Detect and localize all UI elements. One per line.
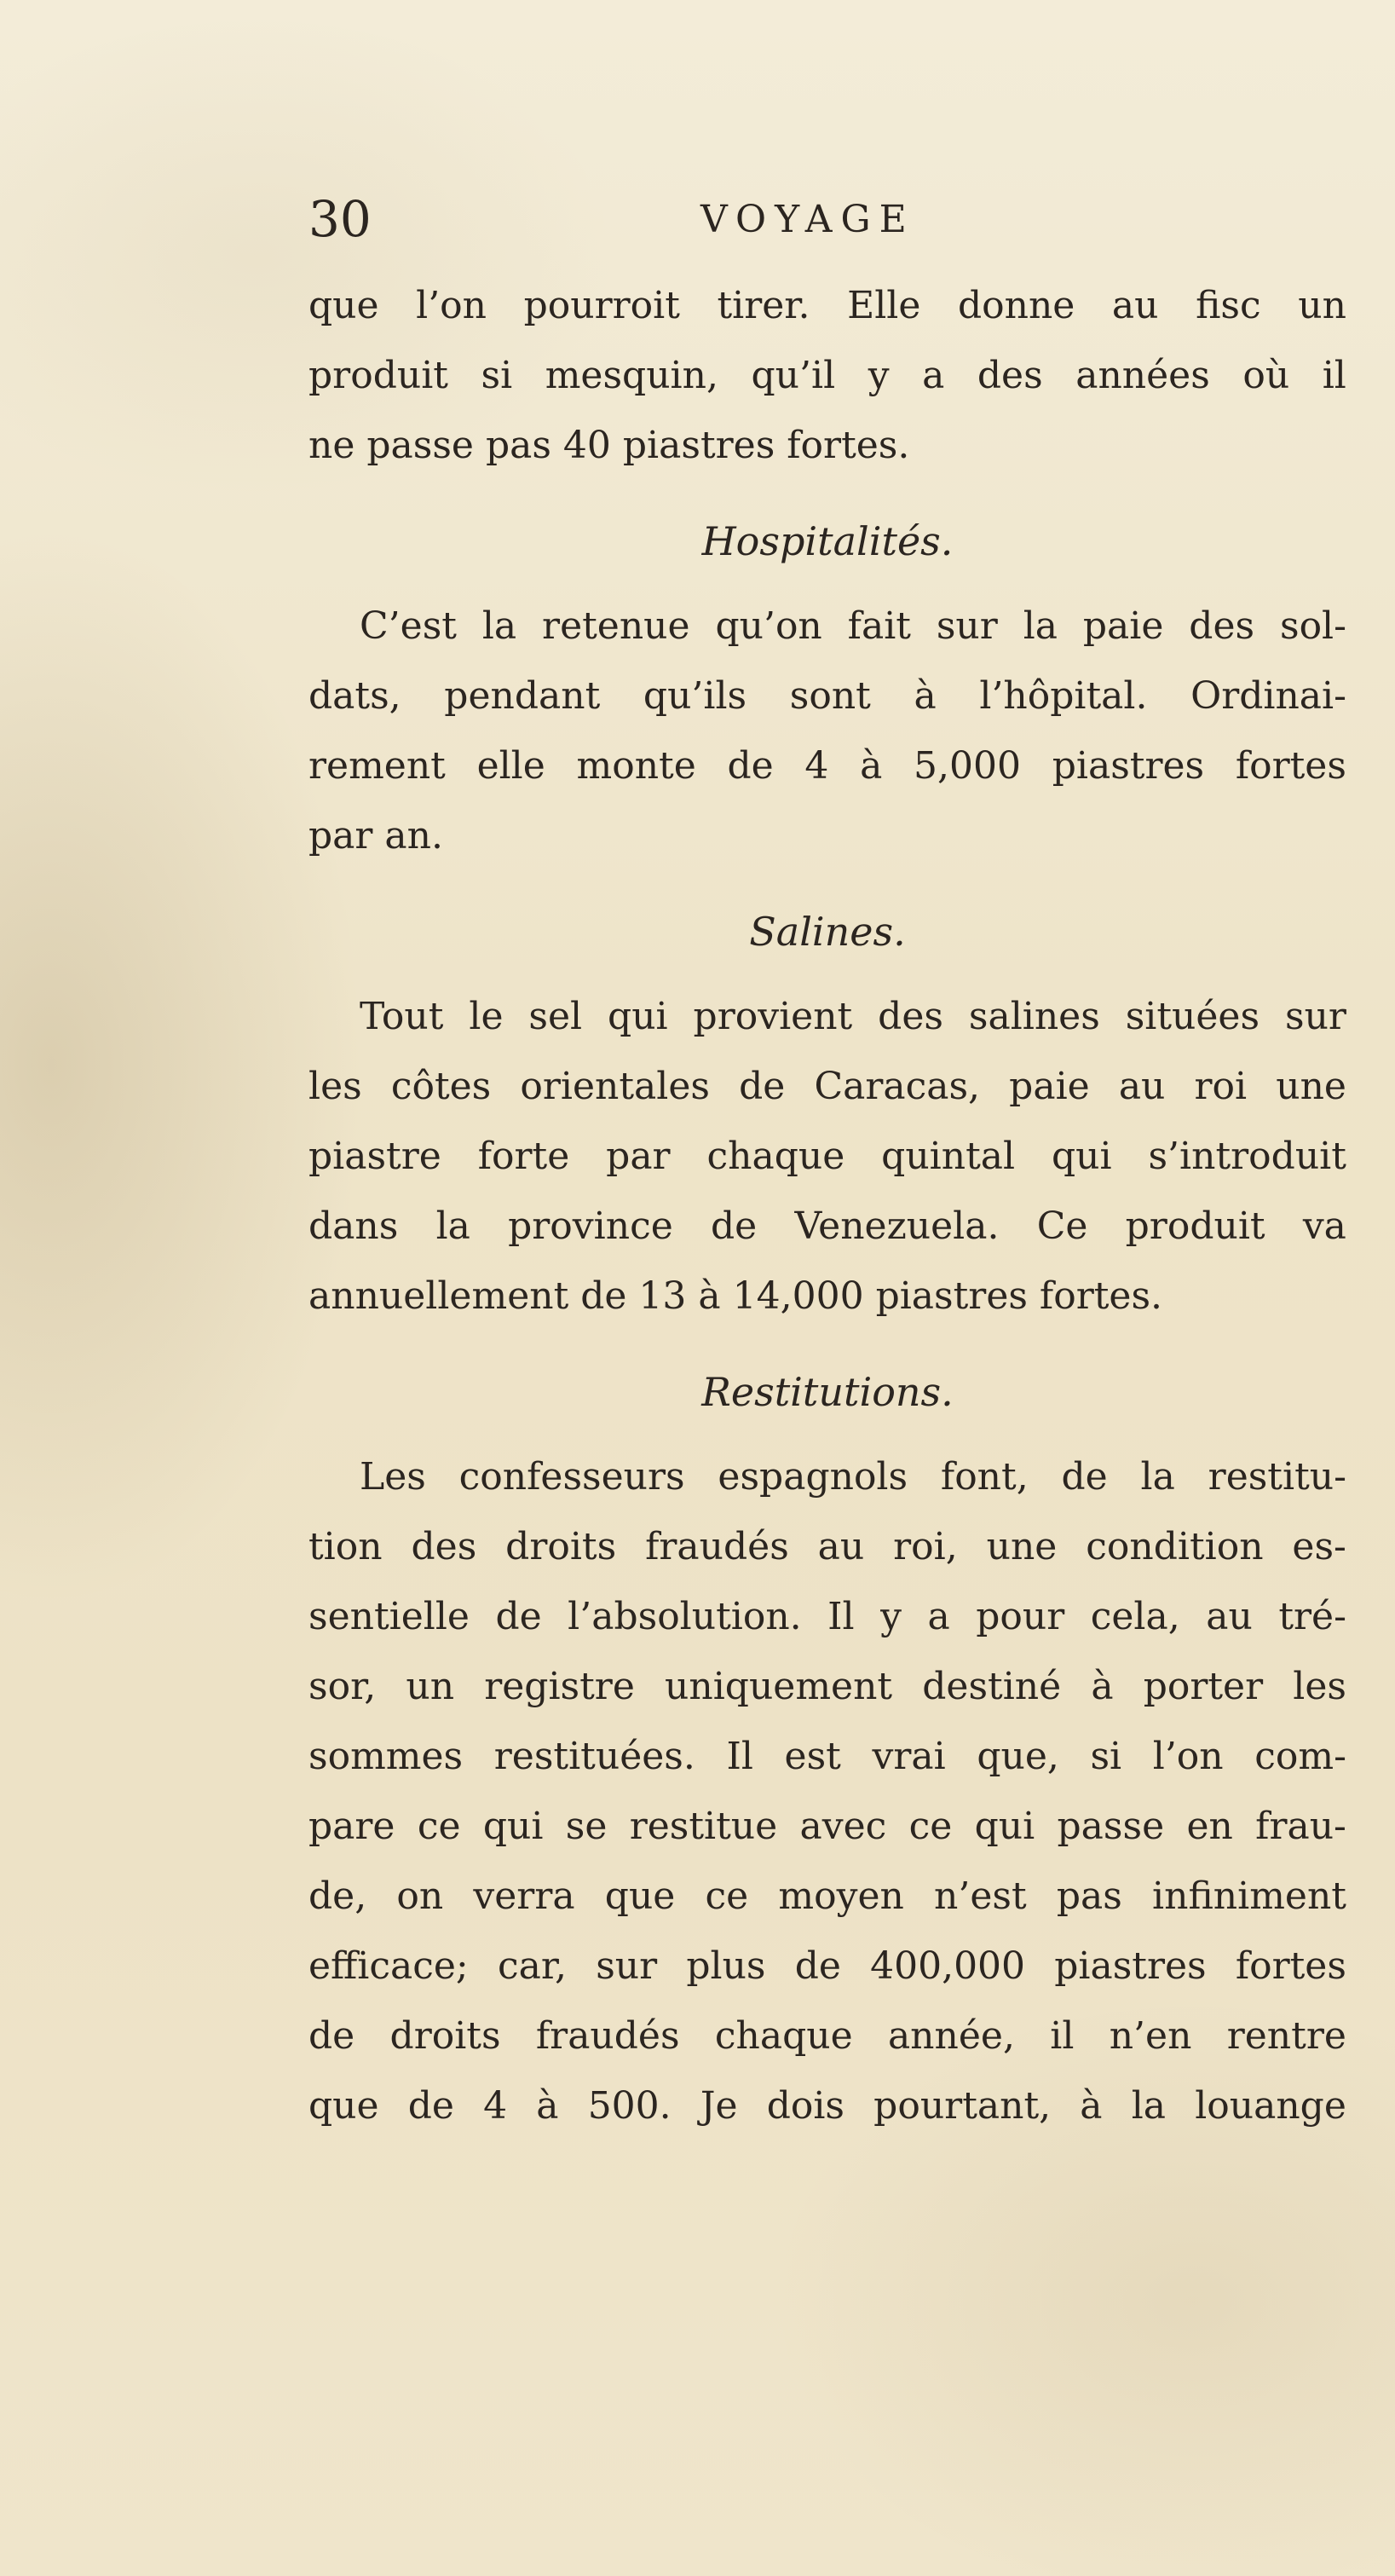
text-line: que l’on pourroit tirer. Elle donne au fisc un	[308, 284, 1346, 327]
text-line: par an.	[308, 814, 443, 858]
spacer	[308, 871, 1346, 897]
text-line: C’est la retenue qu’on fait sur la paie des sol-	[360, 604, 1346, 648]
text-line: les côtes orientales de Caracas, paie au roi une	[308, 1065, 1346, 1108]
text-line: ne passe pas 40 piastres fortes.	[308, 424, 910, 467]
text-line: efficace; car, sur plus de 400,000 piastres fortes	[308, 1944, 1346, 1988]
text-line: de, on verra que ce moyen n’est pas infiniment	[308, 1874, 1346, 1918]
text-line: produit si mesquin, qu’il y a des années où il	[308, 354, 1346, 397]
spacer	[308, 481, 1346, 506]
text-line: que de 4 à 500. Je dois pourtant, à la louange	[308, 2084, 1346, 2128]
spacer	[308, 576, 1346, 592]
page-header	[308, 189, 1344, 249]
text-line: sentielle de l’absolution. Il y a pour cela, au tré-	[308, 1595, 1346, 1638]
text-line: dans la province de Venezuela. Ce produit va	[308, 1204, 1346, 1248]
spacer	[308, 1331, 1346, 1357]
text-line: rement elle monte de 4 à 5,000 piastres fortes	[308, 744, 1346, 788]
text-line: piastre forte par chaque quintal qui s’introduit	[308, 1135, 1346, 1178]
running-head: VOYAGE	[700, 198, 915, 241]
section-heading: Salines.	[749, 909, 906, 955]
text-line: Les confesseurs espagnols font, de la restitu-	[360, 1455, 1346, 1499]
text-line: dats, pendant qu’ils sont à l’hôpital. Ordinai-	[308, 674, 1346, 718]
text-line: annuellement de 13 à 14,000 piastres fortes.	[308, 1274, 1163, 1318]
text-line: tion des droits fraudés au roi, une condition es-	[308, 1525, 1346, 1568]
body-text	[308, 271, 1346, 2141]
page-number: 30	[308, 190, 372, 248]
section-heading: Hospitalités.	[701, 518, 954, 564]
spacer	[308, 1427, 1346, 1442]
text-line: pare ce qui se restitue avec ce qui passe en frau-	[308, 1805, 1346, 1848]
text-line: de droits fraudés chaque année, il n’en rentre	[308, 2014, 1346, 2058]
section-heading: Restitutions.	[701, 1369, 954, 1415]
text-line: Tout le sel qui provient des salines situées sur	[360, 995, 1346, 1038]
text-line: sommes restituées. Il est vrai que, si l’on com-	[308, 1735, 1346, 1778]
text-line: sor, un registre uniquement destiné à porter les	[308, 1665, 1346, 1708]
spacer	[308, 967, 1346, 982]
